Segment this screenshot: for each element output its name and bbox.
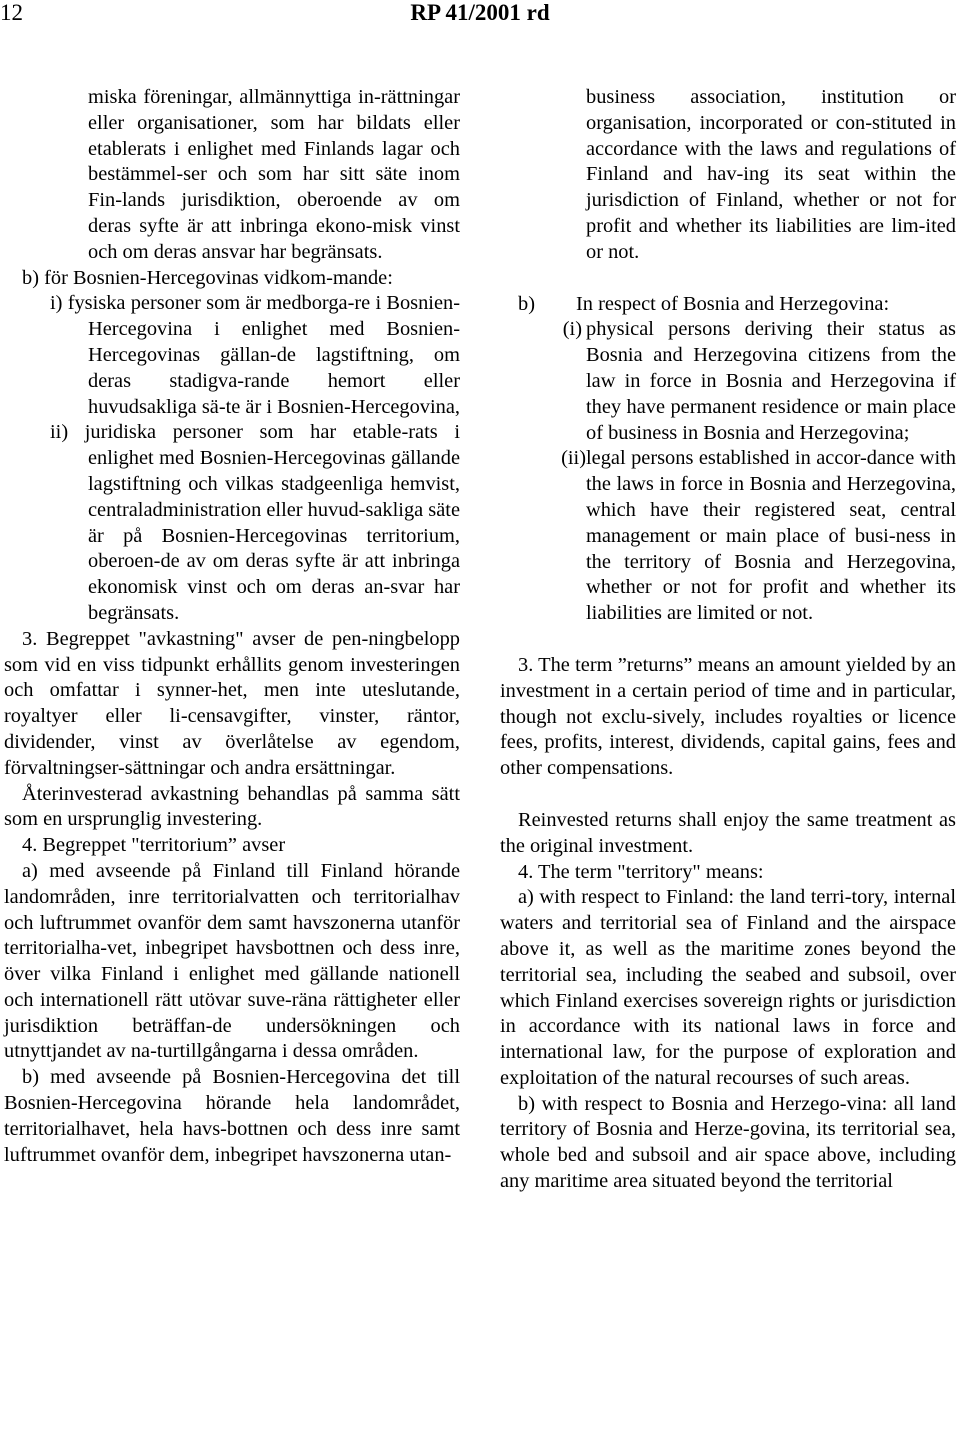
sv-b-i: i) fysiska personer som är medborga-re i Bosnien-Hercegovina i enlighet med Bosnien-Hercegovinas gällan-de lagstiftning, om deras stadigva-rande hemort eller huvudsakliga sä-te är i Bosnien-Hercegovina, xyxy=(50,292,461,418)
spacer xyxy=(500,266,956,292)
en-intro-continuation: business association, institution or organisation, incorporated or con-stituted in accordance with the laws and regulations of Finland and hav-ing its seat within the jurisdiction of Finland, whether or not for profit and whether its liabilities are lim-ited or not. xyxy=(586,86,956,263)
sv-b-ii: ii) juridiska personer som har etable-rats i enlighet med Bosnien-Hercegovinas gällande lagstiftning och vilkas stadgeenliga hemvist, centraladministration eller huvud-sakliga säte är på Bosnien-Hercegovinas territorium, oberoen-de av om deras syfte är att inbringa ekonomisk vinst och om deras an-svar har begränsats. xyxy=(50,421,460,624)
en-b-ii-text: legal persons established in accor-dance with the laws in force in Bosnia and Herzegovina, which have their registered seat, central management or main place of busi-ness in the territory of Bosnia and Herzegovina, whether or not for profit and whether its liabilities are limited or not. xyxy=(586,447,956,625)
en-paragraph-3: 3. The term ”returns” means an amount yielded by an investment in a certain period of time and in particular, though not exclu-sively, includes royalties or licence fees, profits, interest, dividends, capital gains, fees and other compensations. xyxy=(500,653,956,780)
sv-intro-continuation: miska föreningar, allmännyttiga in-rättningar eller organisationer, som har bildats eller etablerats i enlighet med Finlands lagar och bestämmel-ser och som har sitt säte inom Fin-lands jurisdiktion, oberoende av om deras syfte är att inbringa ekono-misk vinst och om deras ansvar har begränsats. xyxy=(88,86,460,263)
en-b-heading-text: In respect of Bosnia and Herzegovina: xyxy=(576,292,890,315)
en-paragraph-4b: b) with respect to Bosnia and Herzego-vina: all land territory of Bosnia and Herze-govina, its territorial sea, whole bed and subsoil and air space above, including any maritime area situated beyond the territorial xyxy=(500,1092,956,1193)
english-column xyxy=(500,85,956,1195)
document-title: RP 41/2001 rd xyxy=(410,0,550,25)
en-b-ii xyxy=(500,446,956,627)
sv-b-heading: b) för Bosnien-Hercegovinas vidkom-mande: xyxy=(22,266,393,289)
en-b-label: b) xyxy=(518,292,535,315)
en-ii-label: (ii) xyxy=(561,447,586,470)
en-paragraph-4a: a) with respect to Finland: the land terri-tory, internal waters and territorial sea of Finland and the airspace above it, as well as the maritime zones beyond the territorial sea, including the seabed and subsoil, over which Finland exercises sovereign rights or jurisdiction in accordance with its national laws in force and international law, for the purpose of exploration and exploitation of the natural recourses of such areas. xyxy=(500,886,956,1089)
page-header xyxy=(0,0,960,30)
sv-paragraph-4a: a) med avseende på Finland till Finland hörande landområden, inre territorialvatten och territorialhav och luftrummet ovanför dem samt havszonerna utanför territorialha-vet, inbegripet havsbottnen och dess inre, över vilka Finland i enlighet med gällande nationell och internationell rätt utövar suve-räna rättigheter eller jurisdiktion beträffan-de undersökningen och utnyttjandet av na-turtillgångarna i dessa områden. xyxy=(4,859,460,1063)
en-i-label: (i) xyxy=(562,318,582,341)
en-b-i xyxy=(500,317,956,446)
spacer xyxy=(500,782,956,808)
en-b-i-text: physical persons deriving their status as Bosnia and Herzegovina citizens from the law in force in Bosnia and Herzegovina if they have permanent residence or main place of business in Bosnia and Herzegovina; xyxy=(586,318,956,444)
en-paragraph-4: 4. The term "territory" means: xyxy=(518,860,764,883)
sv-paragraph-4: 4. Begreppet "territorium” avser xyxy=(22,834,286,857)
page-number: 12 xyxy=(0,0,23,25)
sv-paragraph-4b: b) med avseende på Bosnien-Hercegovina det till Bosnien-Hercegovina hörande hela landområdet, territorialhavet, hela havs-bottnen och dess inre samt luftrummet ovanför dem, inbegripet havszonerna utan- xyxy=(4,1066,460,1166)
spacer xyxy=(500,627,956,653)
sv-paragraph-3: 3. Begreppet "avkastning" avser de pen-ningbelopp som vid en viss tidpunkt erhållits genom investeringen och omfattar i synner-het, men inte uteslutande, royaltyer eller li-censavgifter, vinster, räntor, dividender, vinst av överlåtelse av egendom, förvaltningser-sättningar och andra ersättningar. xyxy=(4,627,460,779)
swedish-column xyxy=(4,85,460,1168)
en-reinvested: Reinvested returns shall enjoy the same treatment as the original investment. xyxy=(500,808,956,857)
en-b-heading xyxy=(500,292,956,318)
sv-reinvested: Återinvesterad avkastning behandlas på samma sätt som en ursprunglig investering. xyxy=(4,782,460,831)
